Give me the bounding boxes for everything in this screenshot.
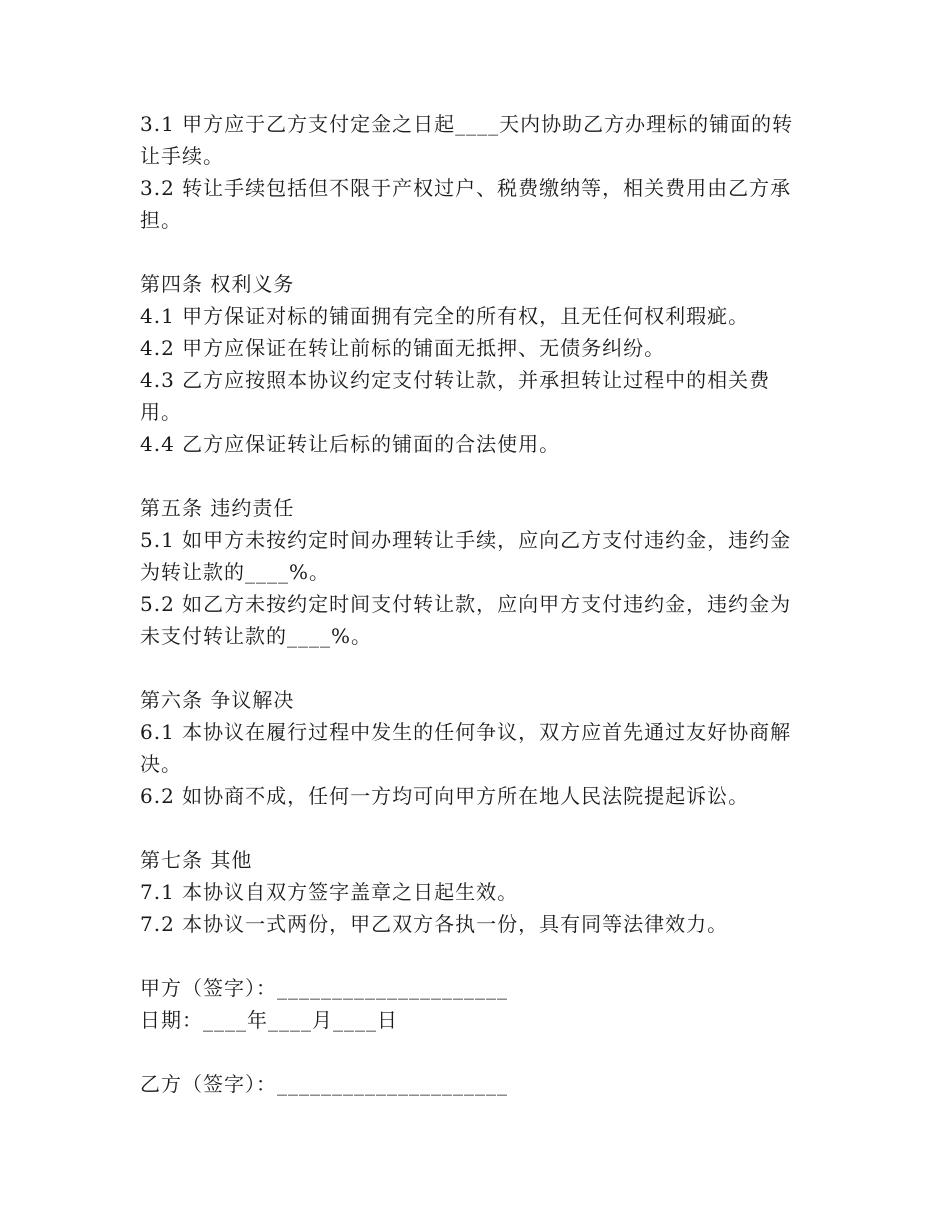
spacer <box>140 940 800 972</box>
document-page <box>140 108 800 1100</box>
section-heading-6: 第六条 争议解决 <box>140 688 295 712</box>
clause-5-1: 5.1 如甲方未按约定时间办理转让手续，应向乙方支付违约金，违约金为转让款的____%。 <box>140 528 792 584</box>
clause-4-3: 4.3 乙方应按照本协议约定支付转让款，并承担转让过程中的相关费用。 <box>140 368 771 424</box>
spacer <box>140 652 800 684</box>
clause-6-1: 6.1 本协议在履行过程中发生的任何争议，双方应首先通过友好协商解决。 <box>140 720 792 776</box>
section-heading-5: 第五条 违约责任 <box>140 496 295 520</box>
clause-5-2: 5.2 如乙方未按约定时间支付转让款，应向甲方支付违约金，违约金为未支付转让款的____%。 <box>140 592 792 648</box>
spacer <box>140 812 800 844</box>
section-heading-7: 第七条 其他 <box>140 848 253 872</box>
spacer <box>140 460 800 492</box>
clause-4-4: 4.4 乙方应保证转让后标的铺面的合法使用。 <box>140 432 561 456</box>
clause-4-2: 4.2 甲方应保证在转让前标的铺面无抵押、无债务纠纷。 <box>140 336 666 360</box>
clause-7-1: 7.1 本协议自双方签字盖章之日起生效。 <box>140 880 519 904</box>
clause-3-1: 3.1 甲方应于乙方支付定金之日起____天内协助乙方办理标的铺面的转让手续。 <box>140 112 794 168</box>
clause-7-2: 7.2 本协议一式两份，甲乙双方各执一份，具有同等法律效力。 <box>140 912 729 936</box>
spacer <box>140 236 800 268</box>
party-b-signature-line: 乙方（签字）：_____________________ <box>140 1072 508 1096</box>
clause-6-2: 6.2 如协商不成，任何一方均可向甲方所在地人民法院提起诉讼。 <box>140 784 750 808</box>
clause-3-2: 3.2 转让手续包括但不限于产权过户、税费缴纳等，相关费用由乙方承担。 <box>140 176 792 232</box>
party-a-date-line: 日期：____年____月____日 <box>140 1008 398 1032</box>
clause-4-1: 4.1 甲方保证对标的铺面拥有完全的所有权，且无任何权利瑕疵。 <box>140 304 750 328</box>
section-heading-4: 第四条 权利义务 <box>140 272 295 296</box>
party-a-signature-line: 甲方（签字）：_____________________ <box>140 976 508 1000</box>
spacer <box>140 1036 800 1068</box>
